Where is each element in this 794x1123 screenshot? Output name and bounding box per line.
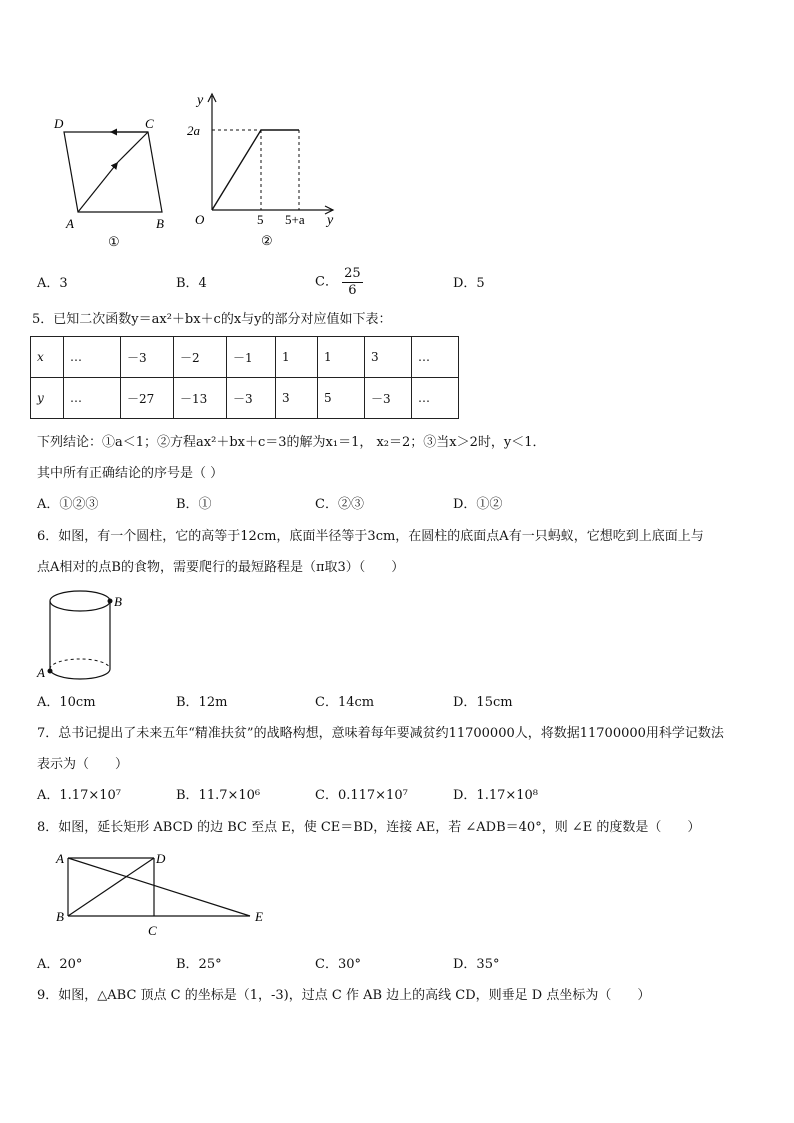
q5-value-table <box>30 336 459 419</box>
q7-stem-line1: 7．总书记提出了未来五年“精准扶贫”的战略构想，意味着每年要减贫约11700000人，将数据11700000用科学记数法 <box>37 726 724 741</box>
q8-option-a[interactable]: A．20° <box>37 957 83 972</box>
q4-option-a[interactable]: A．3 <box>37 276 68 291</box>
q7-option-a[interactable]: A．1.17×10⁷ <box>37 788 121 803</box>
label-E: E <box>255 909 263 924</box>
q5-option-d[interactable]: D．①② <box>453 497 503 512</box>
origin-label: O <box>195 212 205 227</box>
q5-stem: 5．已知二次函数y＝ax²＋bx＋c的x与y的部分对应值如下表： <box>32 312 392 327</box>
x-tick-5-plus-a: 5+a <box>285 212 305 227</box>
q7-option-b[interactable]: B．11.7×10⁶ <box>176 788 261 803</box>
q8-option-d[interactable]: D．35° <box>453 957 500 972</box>
table-cell: 1 <box>276 337 318 378</box>
q4-option-c-fraction <box>342 266 363 299</box>
y-tick-2a: 2a <box>187 123 200 138</box>
table-cell: －1 <box>227 337 276 378</box>
y-axis-label: y <box>197 93 204 108</box>
table-cell: －13 <box>174 378 227 419</box>
caption-1: ① <box>108 234 120 249</box>
label-B: B <box>156 216 164 231</box>
table-cell: －3 <box>121 337 174 378</box>
table-cell: … <box>64 337 121 378</box>
q6-option-a[interactable]: A．10cm <box>37 695 96 710</box>
q5-option-b[interactable]: B．① <box>176 497 212 512</box>
table-cell: －2 <box>174 337 227 378</box>
x-tick-5: 5 <box>257 212 264 227</box>
label-B: B <box>114 594 122 609</box>
function-graph-figure <box>185 88 345 253</box>
table-cell: －27 <box>121 378 174 419</box>
rectangle-extension-figure <box>52 848 282 940</box>
table-cell: … <box>412 337 459 378</box>
q7-stem-line2: 表示为（ ） <box>37 757 129 772</box>
parallelogram-figure <box>50 110 180 250</box>
label-D: D <box>156 851 166 866</box>
fraction-denominator: 6 <box>348 283 357 298</box>
table-cell: 5 <box>318 378 365 419</box>
table-cell: 3 <box>276 378 318 419</box>
table-row <box>31 337 459 378</box>
q8-option-c[interactable]: C．30° <box>315 957 361 972</box>
label-D: D <box>54 116 64 131</box>
table-cell: 1 <box>318 337 365 378</box>
q7-option-c[interactable]: C．0.117×10⁷ <box>315 788 408 803</box>
q5-option-a[interactable]: A．①②③ <box>37 497 99 512</box>
q6-stem-line1: 6．如图，有一个圆柱，它的高等于12cm，底面半径等于3cm，在圆柱的底面点A有一只蚂蚁，它想吃到上底面上与 <box>37 529 704 544</box>
q9-stem: 9．如图，△ABC 顶点 C 的坐标是（1，-3)，过点 C 作 AB 边上的高线 CD，则垂足 D 点坐标为（ ） <box>37 988 651 1003</box>
x-axis-label: y <box>327 213 334 228</box>
label-B: B <box>56 909 64 924</box>
cylinder-figure <box>34 585 134 685</box>
q5-conclusions: 下列结论：①a＜1；②方程ax²＋bx＋c＝3的解为x₁＝1， x₂＝2；③当x＞2时，y＜1． <box>37 435 546 450</box>
label-A: A <box>56 851 64 866</box>
q8-stem: 8．如图，延长矩形 ABCD 的边 BC 至点 E，使 CE＝BD，连接 AE，若 ∠ADB＝40°，则 ∠E 的度数是（ ） <box>37 820 701 835</box>
label-A: A <box>66 216 74 231</box>
table-row <box>31 378 459 419</box>
q6-option-c[interactable]: C．14cm <box>315 695 375 710</box>
label-C: C <box>148 923 157 938</box>
table-cell: －3 <box>227 378 276 419</box>
q6-option-d[interactable]: D．15cm <box>453 695 513 710</box>
q4-option-c[interactable] <box>315 266 363 299</box>
fraction-numerator: 25 <box>344 266 361 281</box>
q6-option-b[interactable]: B．12m <box>176 695 228 710</box>
q8-option-b[interactable]: B．25° <box>176 957 222 972</box>
q6-stem-line2: 点A相对的点B的食物，需要爬行的最短路程是（π取3）（ ） <box>37 560 405 575</box>
label-A: A <box>37 665 45 680</box>
table-cell: … <box>64 378 121 419</box>
q4-option-d[interactable]: D．5 <box>453 276 485 291</box>
table-cell: 3 <box>365 337 412 378</box>
q5-option-c[interactable]: C．②③ <box>315 497 364 512</box>
caption-2: ② <box>261 233 273 248</box>
table-cell: y <box>31 378 64 419</box>
table-cell: … <box>412 378 459 419</box>
label-C: C <box>145 116 154 131</box>
q4-option-c-label: C． <box>315 274 338 290</box>
q4-option-b[interactable]: B．4 <box>176 276 207 291</box>
table-cell: －3 <box>365 378 412 419</box>
table-cell: x <box>31 337 64 378</box>
q5-ask: 其中所有正确结论的序号是（ ） <box>37 466 224 481</box>
q7-option-d[interactable]: D．1.17×10⁸ <box>453 788 539 803</box>
